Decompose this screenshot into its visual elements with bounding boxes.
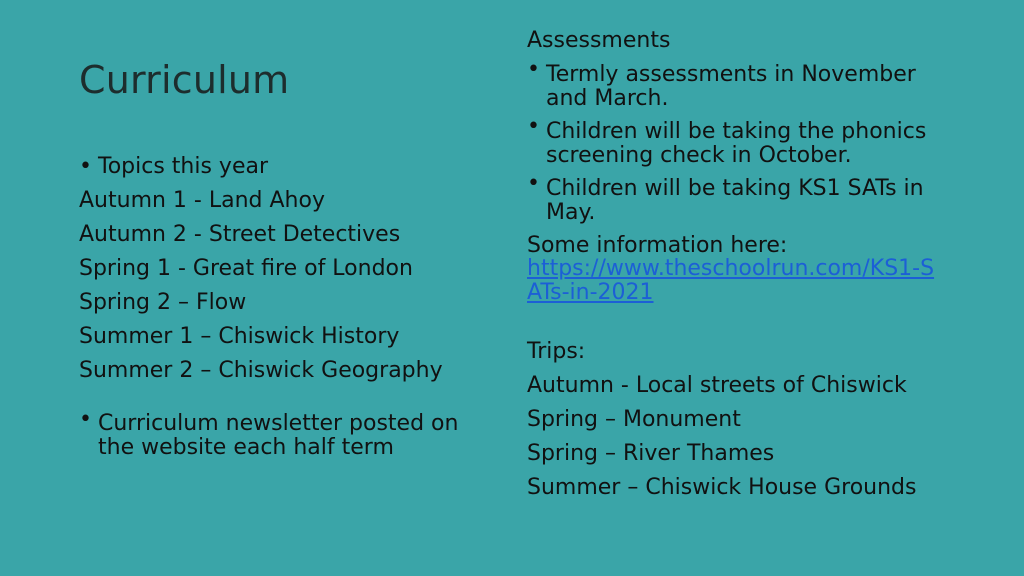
topic-item: Spring 1 - Great fire of London <box>79 256 413 281</box>
trips-heading: Trips: <box>527 339 586 364</box>
slide-title: Curriculum <box>79 58 290 102</box>
assessment-item: • Children will be taking KS1 SATs in May. <box>527 172 946 229</box>
topics-heading: • Topics this year <box>79 150 499 184</box>
spacer <box>527 305 1007 335</box>
trip-item: Spring – Monument <box>527 407 741 432</box>
topic-item: Autumn 2 - Street Detectives <box>79 222 401 247</box>
curriculum-column <box>79 150 499 460</box>
topic-item: Summer 1 – Chiswick History <box>79 324 400 349</box>
spacer <box>79 388 499 408</box>
sats-info-link[interactable]: https://www.theschoolrun.com/KS1-SATs-in-2021 <box>527 256 935 305</box>
assessment-item: • Termly assessments in November and March. <box>527 58 936 115</box>
topic-item: Autumn 1 - Land Ahoy <box>79 188 325 213</box>
newsletter-note: • Curriculum newsletter posted on the website each half term <box>79 408 468 460</box>
trip-item: Spring – River Thames <box>527 441 775 466</box>
topic-item: Summer 2 – Chiswick Geography <box>79 358 443 383</box>
trip-item: Summer – Chiswick House Grounds <box>527 475 917 500</box>
assessments-column <box>527 24 1007 505</box>
assessments-heading: Assessments <box>527 28 671 53</box>
topic-item: Spring 2 – Flow <box>79 290 247 315</box>
trip-item: Autumn - Local streets of Chiswick <box>527 373 907 398</box>
info-label: Some information here: <box>527 233 788 258</box>
assessment-item: • Children will be taking the phonics screening check in October. <box>527 115 946 172</box>
